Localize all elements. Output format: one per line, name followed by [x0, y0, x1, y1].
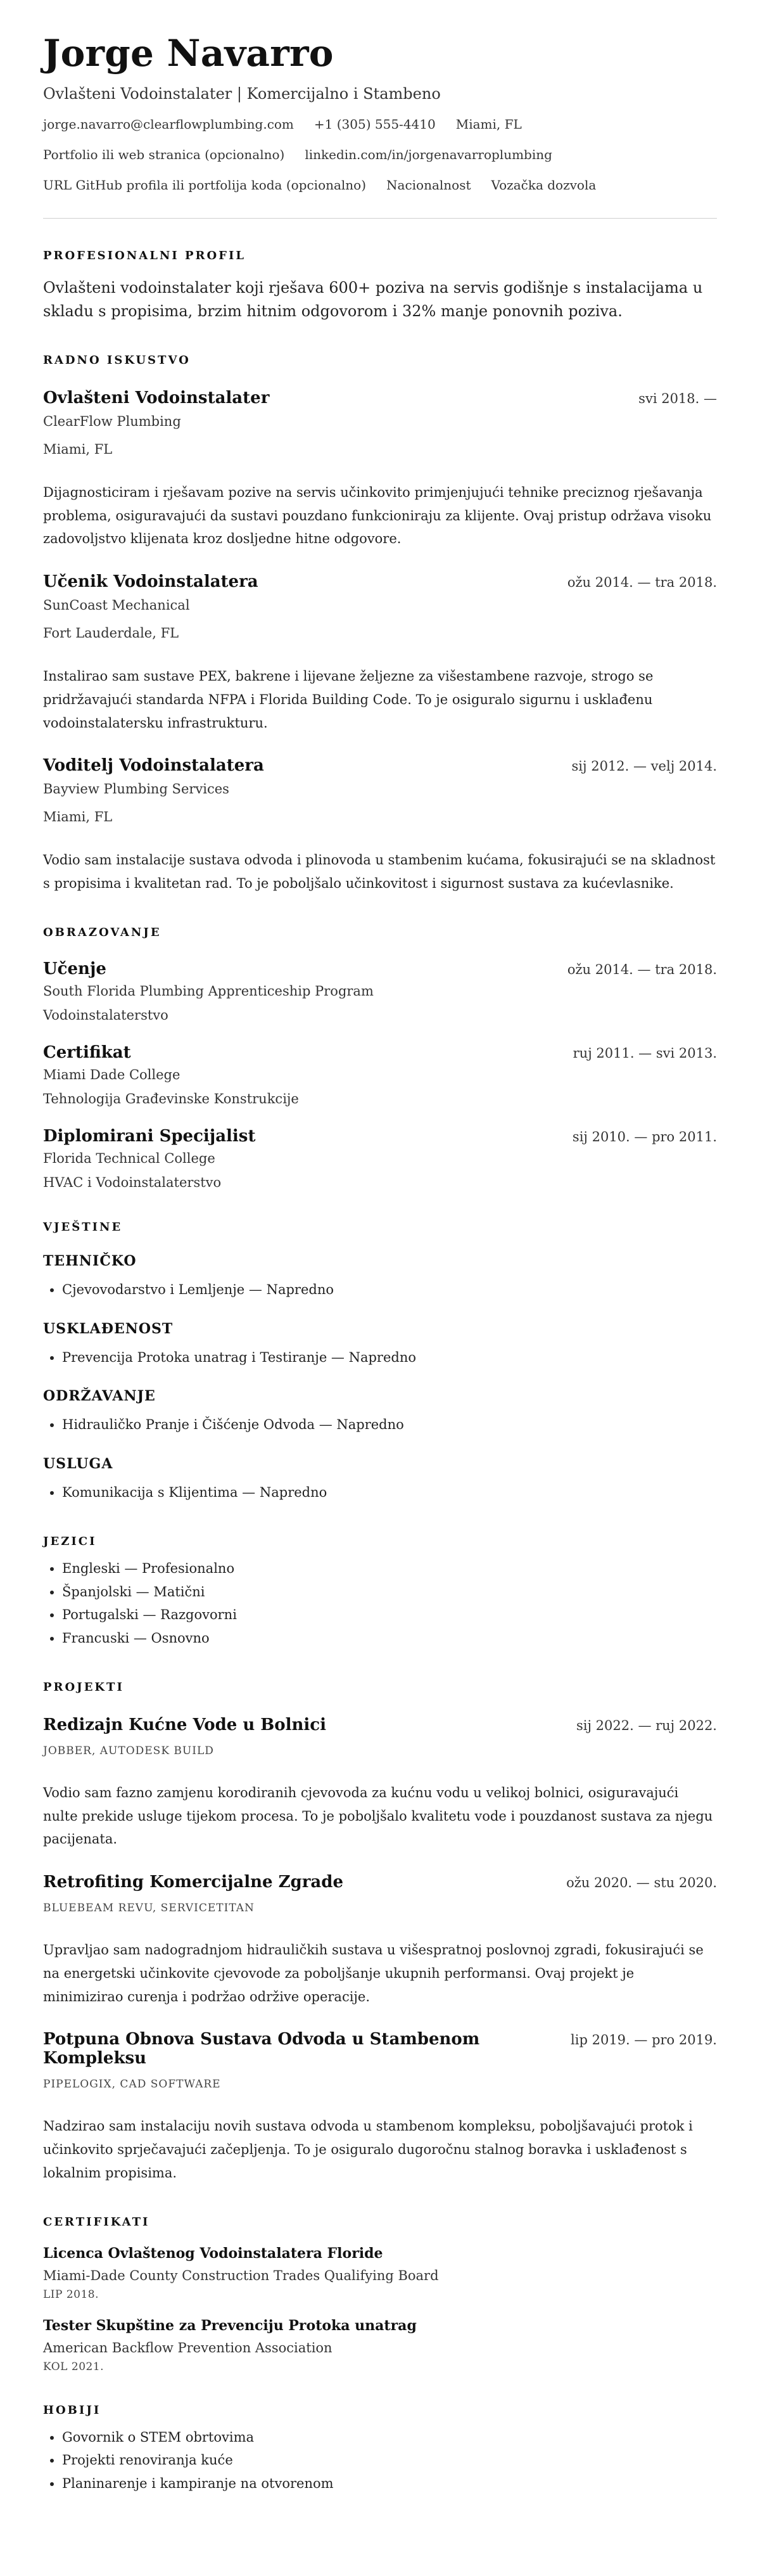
school-name: South Florida Plumbing Apprenticeship Program [43, 983, 374, 999]
language-item: • Portugalski — Razgovorni [62, 1603, 717, 1627]
skill-item: • Komunikacija s Klijentima — Napredno [62, 1481, 717, 1504]
section-title-experience: RADNO ISKUSTVO [43, 353, 191, 367]
contact-row [43, 117, 717, 132]
resume-header [43, 32, 717, 193]
job-date: ožu 2014. — tra 2018. [567, 575, 717, 591]
field-of-study: Vodoinstalaterstvo [43, 1007, 168, 1023]
certificate-entry [43, 2317, 717, 2373]
experience-entry [43, 756, 717, 895]
hobby-item: • Projekti renoviranja kuće [62, 2449, 717, 2472]
job-location: Miami, FL [43, 809, 113, 825]
degree-title: Diplomirani Specijalist [43, 1126, 256, 1146]
language-item: • Engleski — Profesionalno [62, 1557, 717, 1580]
job-location: Fort Lauderdale, FL [43, 625, 179, 641]
contact-location: Miami, FL [455, 116, 522, 132]
job-company: Bayview Plumbing Services [43, 781, 229, 797]
school-name: Miami Dade College [43, 1067, 180, 1082]
contact-email[interactable]: jorge.navarro@clearflowplumbing.com [43, 116, 294, 132]
skill-list [43, 1413, 717, 1437]
hobby-list [43, 2426, 717, 2496]
header-divider [43, 218, 717, 219]
certificate-date: KOL 2021. [43, 2360, 104, 2373]
degree-title: Učenje [43, 959, 106, 978]
skill-list [43, 1278, 717, 1302]
project-name: Redizajn Kućne Vode u Bolnici [43, 1715, 326, 1734]
degree-date: ožu 2014. — tra 2018. [567, 961, 717, 977]
contact-phone[interactable]: +1 (305) 555-4410 [314, 116, 436, 132]
certificate-issuer: American Backflow Prevention Association [43, 2340, 332, 2355]
project-description: Vodio sam fazno zamjenu korodiranih cjevovoda za kućnu vodu u velikoj bolnici, osiguravajući nulte prekide usluge tijekom procesa. To je poboljšalo kvalitetu vode i pouzdanost sustava za njegu pacijenata. [43, 1785, 713, 1847]
job-title: Ovlašteni Vodoinstalater [43, 388, 270, 407]
section-title-certificates: CERTIFIKATI [43, 2215, 150, 2229]
candidate-name: Jorge Navarro [43, 32, 334, 75]
project-name: Potpuna Obnova Sustava Odvoda u Stambenom Kompleksu [43, 2030, 480, 2068]
language-list [43, 1557, 717, 1650]
field-of-study: Tehnologija Građevinske Konstrukcije [43, 1091, 299, 1106]
degree-title: Certifikat [43, 1042, 131, 1062]
education-entry [43, 1127, 717, 1190]
contact-linkedin[interactable]: linkedin.com/in/jorgenavarroplumbing [305, 146, 552, 162]
project-tools: JOBBER, AUTODESK BUILD [43, 1744, 214, 1757]
language-item: • Španjolski — Matični [62, 1580, 717, 1604]
language-item: • Francuski — Osnovno [62, 1627, 717, 1650]
certificate-issuer: Miami-Dade County Construction Trades Qualifying Board [43, 2267, 439, 2283]
project-date: lip 2019. — pro 2019. [571, 2032, 717, 2048]
skill-category: TEHNIČKO [43, 1252, 137, 1269]
skill-item: • Prevencija Protoka unatrag i Testiranje — Napredno [62, 1346, 717, 1369]
section-title-education: OBRAZOVANJE [43, 925, 162, 939]
profile-summary: Ovlašteni vodoinstalater koji rješava 600+ poziva na servis godišnje s instalacijama u skladu s propisima, brzim hitnim odgovorom i 32% manje ponovnih poziva. [43, 278, 703, 320]
contact-row [43, 177, 717, 193]
section-title-profile: PROFESIONALNI PROFIL [43, 248, 246, 262]
degree-date: sij 2010. — pro 2011. [572, 1129, 717, 1144]
certificate-name: Tester Skupštine za Prevenciju Protoka unatrag [43, 2317, 417, 2334]
certificate-entry [43, 2245, 717, 2301]
project-description: Nadzirao sam instalaciju novih sustava odvoda u stambenom kompleksu, poboljšavajući protok i učinkovito sprječavajući začepljenja. To je osiguralo dugoročnu stalnog boravka i usklađenost s lokalnim propisima. [43, 2118, 693, 2181]
project-entry [43, 2030, 717, 2184]
job-date: svi 2018. — [638, 390, 717, 406]
certificate-name: Licenca Ovlaštenog Vodoinstalatera Floride [43, 2245, 383, 2262]
project-entry [43, 1715, 717, 1851]
project-tools: BLUEBEAM REVU, SERVICETITAN [43, 1902, 255, 1915]
project-date: ožu 2020. — stu 2020. [566, 1875, 717, 1891]
skill-category: USLUGA [43, 1456, 113, 1473]
section-title-languages: JEZICI [43, 1534, 97, 1548]
job-description: Instalirao sam sustave PEX, bakrene i lijevane željezne za višestambene razvoje, strogo se pridržavajući standarda NFPA i Florida Building Code. To je osiguralo sigurnu i usklađenu vodoinstalatersku infrastrukturu. [43, 669, 654, 731]
job-company: SunCoast Mechanical [43, 598, 190, 613]
job-description: Vodio sam instalacije sustava odvoda i plinovoda u stambenim kućama, fokusirajući se na skladnost s propisima i kvalitetan rad. To je poboljšalo učinkovitost i sigurnost sustava za kućevlasnike. [43, 852, 716, 892]
contact-nationality: Nacionalnost [386, 177, 471, 193]
contact-license: Vozačka dozvola [491, 177, 597, 193]
candidate-subtitle: Ovlašteni Vodoinstalater | Komercijalno i Stambeno [43, 84, 441, 103]
experience-entry [43, 388, 717, 551]
contact-row [43, 147, 717, 162]
job-company: ClearFlow Plumbing [43, 413, 181, 429]
contact-github[interactable]: URL GitHub profila ili portfolija koda (opcionalno) [43, 177, 367, 193]
hobby-item: • Planinarenje i kampiranje na otvorenom [62, 2472, 717, 2496]
job-date: sij 2012. — velj 2014. [571, 759, 717, 774]
certificate-date: LIP 2018. [43, 2288, 99, 2301]
project-name: Retrofiting Komercijalne Zgrade [43, 1873, 344, 1892]
job-title: Voditelj Vodoinstalatera [43, 756, 264, 776]
skill-category: USKLAĐENOST [43, 1320, 174, 1337]
job-location: Miami, FL [43, 441, 113, 457]
skill-category: ODRŽAVANJE [43, 1388, 156, 1405]
education-entry [43, 1043, 717, 1106]
section-title-hobbies: HOBIJI [43, 2403, 101, 2417]
education-entry [43, 959, 717, 1023]
experience-entry [43, 572, 717, 734]
skill-item: • Hidrauličko Pranje i Čišćenje Odvoda — Napredno [62, 1413, 717, 1437]
section-title-skills: VJEŠTINE [43, 1220, 123, 1234]
section-title-projects: PROJEKTI [43, 1680, 124, 1694]
project-tools: PIPELOGIX, CAD SOFTWARE [43, 2078, 221, 2091]
skill-list [43, 1346, 717, 1369]
skill-item: • Cjevovodarstvo i Lemljenje — Napredno [62, 1278, 717, 1302]
project-description: Upravljao sam nadogradnjom hidrauličkih sustava u višespratnoj poslovnoj zgradi, fokusirajući se na energetski učinkovite cjevovode za poboljšanje ukupnih performansi. Ovaj projekt je minimizirao curenja i podržao održive operacije. [43, 1942, 704, 2004]
skill-list [43, 1481, 717, 1504]
school-name: Florida Technical College [43, 1150, 215, 1166]
field-of-study: HVAC i Vodoinstalaterstvo [43, 1174, 222, 1190]
job-description: Dijagnosticiram i rješavam pozive na servis učinkovito primjenjujući tehnike preciznog rješavanja problema, osiguravajući da sustavi pouzdano funkcioniraju za klijente. Ovaj pristup održava visoku zadovoljstvo klijenata kroz dosljedne hitne odgovore. [43, 484, 712, 547]
project-date: sij 2022. — ruj 2022. [576, 1717, 717, 1733]
job-title: Učenik Vodoinstalatera [43, 572, 258, 592]
contact-portfolio[interactable]: Portfolio ili web stranica (opcionalno) [43, 146, 285, 162]
project-entry [43, 1873, 717, 2008]
degree-date: ruj 2011. — svi 2013. [573, 1045, 717, 1061]
hobby-item: • Govornik o STEM obrtovima [62, 2426, 717, 2449]
